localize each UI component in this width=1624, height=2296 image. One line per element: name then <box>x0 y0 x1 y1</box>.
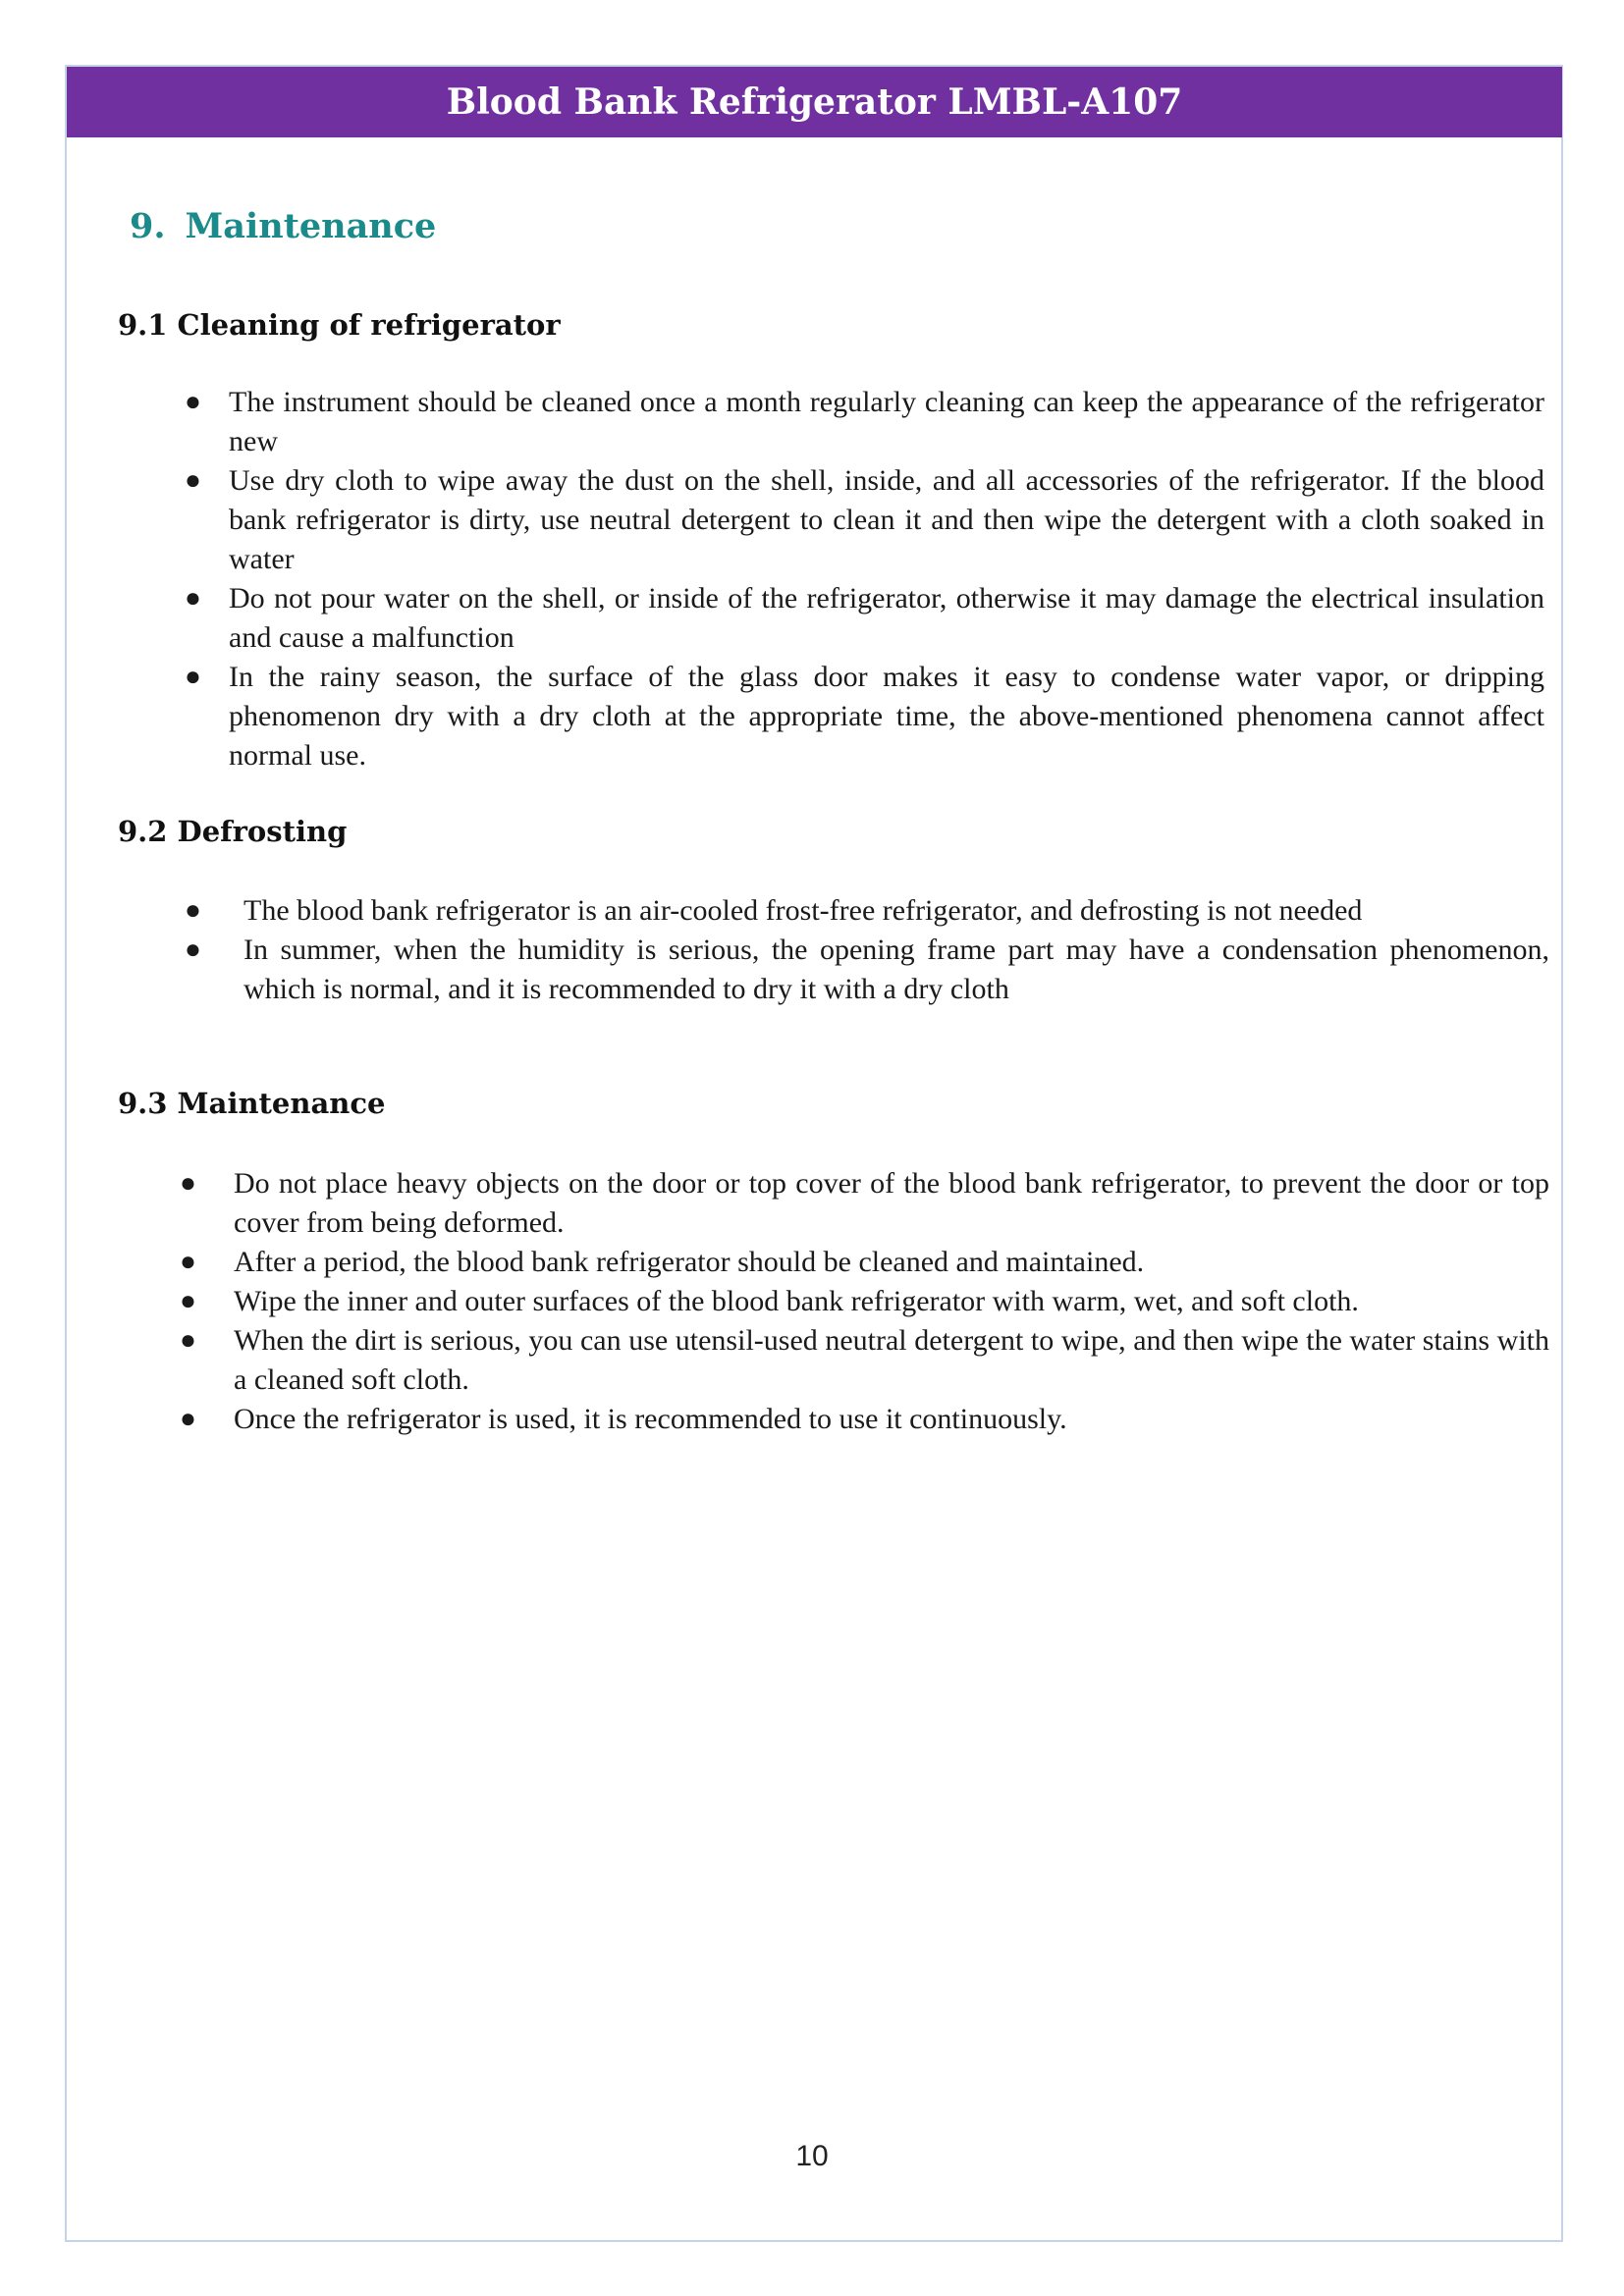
bullet-icon: ● <box>185 895 201 926</box>
cleaning-list <box>185 383 1544 775</box>
list-item: ● The instrument should be cleaned once a month regularly cleaning can keep the appearance of the refrigerator new <box>229 383 1544 461</box>
section-heading-cleaning: 9.1 Cleaning of refrigerator <box>118 308 561 342</box>
list-item: ● In summer, when the humidity is serious, the opening frame part may have a condensation phenomenon, which is normal, and it is recommended to dry it with a dry cloth <box>244 931 1549 1009</box>
bullet-icon: ● <box>185 662 201 692</box>
bullet-icon: ● <box>185 465 201 496</box>
section-heading-defrosting: 9.2 Defrosting <box>118 815 348 848</box>
list-item: ● The blood bank refrigerator is an air-cooled frost-free refrigerator, and defrosting is not needed <box>244 891 1549 931</box>
list-item: ● Once the refrigerator is used, it is recommended to use it continuously. <box>234 1400 1549 1439</box>
defrosting-list <box>185 891 1549 1009</box>
page-number: 10 <box>795 2140 829 2172</box>
chapter-number: 9. <box>130 206 166 246</box>
list-item: ● When the dirt is serious, you can use utensil-used neutral detergent to wipe, and then wipe the water stains with a cleaned soft cloth. <box>234 1321 1549 1400</box>
bullet-icon: ● <box>180 1404 196 1434</box>
bullet-icon: ● <box>180 1168 196 1199</box>
section-heading-maintenance: 9.3 Maintenance <box>118 1087 386 1120</box>
bullet-icon: ● <box>185 934 201 965</box>
bullet-icon: ● <box>185 583 201 614</box>
header-bar <box>67 67 1562 137</box>
bullet-icon: ● <box>180 1286 196 1316</box>
bullet-icon: ● <box>180 1247 196 1277</box>
chapter-heading <box>130 206 1434 246</box>
list-item: ● Use dry cloth to wipe away the dust on the shell, inside, and all accessories of the refrigerator. If the blood bank refrigerator is dirty, use neutral detergent to clean it and then wipe the detergent with a cloth soaked in water <box>229 461 1544 579</box>
bullet-icon: ● <box>180 1325 196 1356</box>
document-title: Blood Bank Refrigerator LMBL-A107 <box>446 81 1183 123</box>
list-item: ● Do not place heavy objects on the door or top cover of the blood bank refrigerator, to prevent the door or top cover from being deformed. <box>234 1164 1549 1243</box>
list-item: ● Wipe the inner and outer surfaces of the blood bank refrigerator with warm, wet, and soft cloth. <box>234 1282 1549 1321</box>
list-item: ● Do not pour water on the shell, or inside of the refrigerator, otherwise it may damage the electrical insulation and cause a malfunction <box>229 579 1544 658</box>
bullet-icon: ● <box>185 387 201 417</box>
maintenance-list <box>180 1164 1549 1439</box>
chapter-title: Maintenance <box>185 206 437 246</box>
list-item: ● In the rainy season, the surface of the glass door makes it easy to condense water vapor, or dripping phenomenon dry with a dry cloth at the appropriate time, the above-mentioned phenomena cannot affect normal use. <box>229 658 1544 775</box>
page-content <box>118 206 1549 1435</box>
list-item: ● After a period, the blood bank refrigerator should be cleaned and maintained. <box>234 1243 1549 1282</box>
